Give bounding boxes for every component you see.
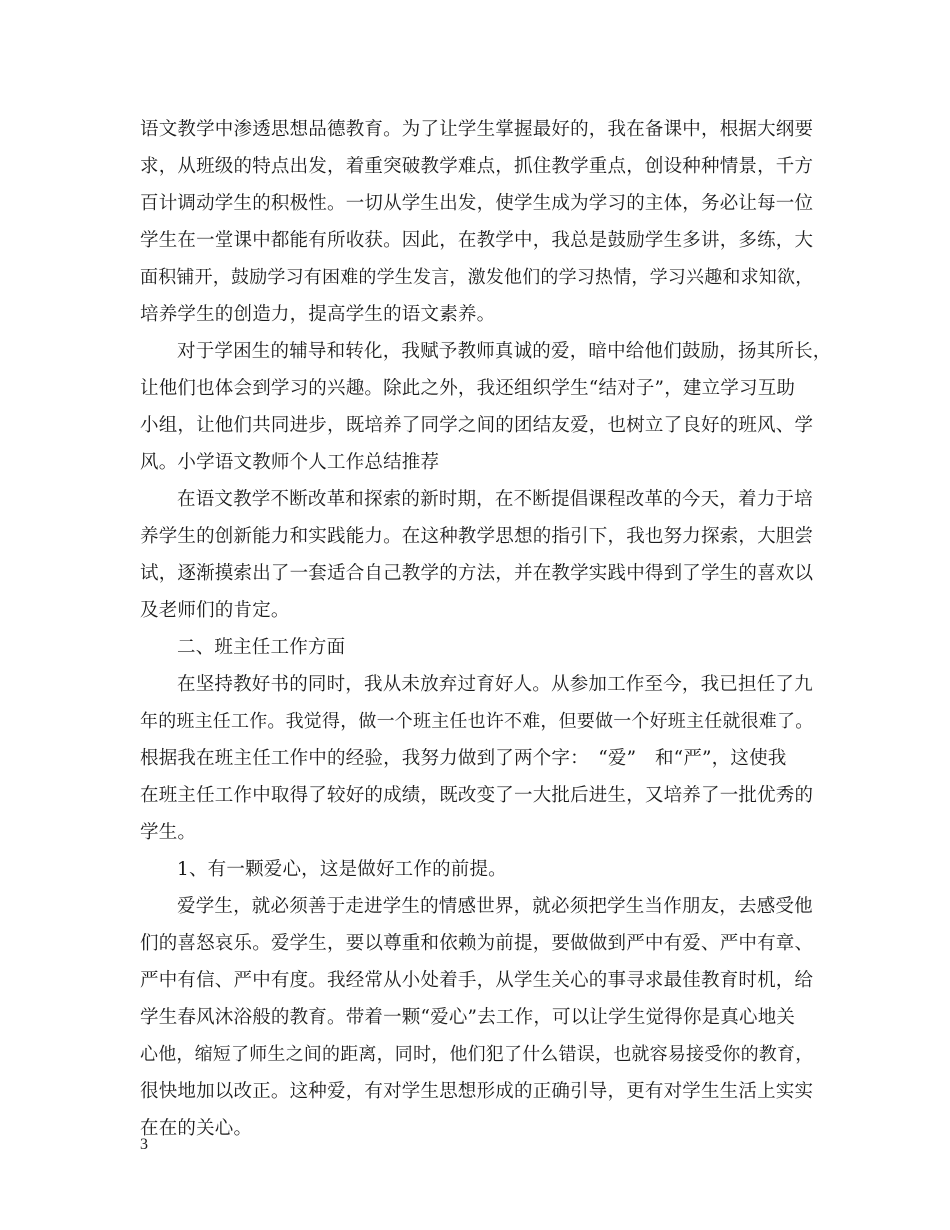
text-line: 及老师们的肯定。 bbox=[140, 600, 290, 621]
text-line: 让他们也体会到学习的兴趣。除此之外，我还组织学生“结对子”，建立学习互助 bbox=[140, 378, 796, 399]
text-line: 学生春风沐浴般的教育。带着一颗“爱心”去工作，可以让学生觉得你是真心地关 bbox=[140, 1007, 796, 1028]
text-line: 心他，缩短了师生之间的距离，同时，他们犯了什么错误，也就容易接受你的教育， bbox=[140, 1044, 814, 1065]
page-number: 3 bbox=[140, 1136, 148, 1153]
text-line: 在语文教学不断改革和探索的新时期，在不断提倡课程改革的今天，着力于培 bbox=[177, 489, 813, 510]
text-line: 学生在一堂课中都能有所收获。因此，在教学中，我总是鼓励学生多讲，多练，大 bbox=[140, 230, 814, 251]
text-line: 语文教学中渗透思想品德教育。为了让学生掌握最好的，我在备课中，根据大纲要 bbox=[140, 119, 814, 140]
text-line: 小组，让他们共同进步，既培养了同学之间的团结友爱，也树立了良好的班风、学 bbox=[140, 415, 814, 436]
text-line: 年的班主任工作。我觉得，做一个班主任也许不难，但要做一个好班主任就很难了。 bbox=[140, 711, 814, 732]
text-line: 面积铺开，鼓励学习有困难的学生发言，激发他们的学习热情，学习兴趣和求知欲， bbox=[140, 267, 814, 288]
text-line: 培养学生的创造力，提高学生的语文素养。 bbox=[140, 304, 496, 325]
text-line: 养学生的创新能力和实践能力。在这种教学思想的指引下，我也努力探索，大胆尝 bbox=[140, 526, 814, 547]
text-line: 在在的关心。 bbox=[140, 1118, 253, 1139]
text-line: 很快地加以改正。这种爱，有对学生思想形成的正确引导，更有对学生生活上实实 bbox=[140, 1081, 814, 1102]
text-line: 试，逐渐摸索出了一套适合自己教学的方法，并在教学实践中得到了学生的喜欢以 bbox=[140, 563, 814, 584]
subsection-heading: 1、有一颗爱心，这是做好工作的前提。 bbox=[177, 859, 507, 880]
section-heading: 二、班主任工作方面 bbox=[177, 637, 346, 658]
text-line: 们的喜怒哀乐。爱学生，要以尊重和依赖为前提，要做做到严中有爱、严中有章、 bbox=[140, 933, 814, 954]
text-line: 在坚持教好书的同时，我从未放弃过育好人。从参加工作至今，我已担任了九 bbox=[177, 674, 813, 695]
text-line: 求，从班级的特点出发，着重突破教学难点，抓住教学重点，创设种种情景，千方 bbox=[140, 156, 814, 177]
text-line: 风。小学语文教师个人工作总结推荐 bbox=[140, 452, 440, 473]
text-line: 百计调动学生的积极性。一切从学生出发，使学生成为学习的主体，务必让每一位 bbox=[140, 193, 814, 214]
text-line: 爱学生，就必须善于走进学生的情感世界，就必须把学生当作朋友，去感受他 bbox=[177, 896, 813, 917]
text-line: 严中有信、严中有度。我经常从小处着手，从学生关心的事寻求最佳教育时机，给 bbox=[140, 970, 814, 991]
text-line: 对于学困生的辅导和转化，我赋予教师真诚的爱，暗中给他们鼓励，扬其所长， bbox=[177, 341, 832, 362]
text-line: 在班主任工作中取得了较好的成绩，既改变了一大批后进生，又培养了一批优秀的 bbox=[140, 785, 814, 806]
text-line: 根据我在班主任工作中的经验，我努力做到了两个字： “爱” 和“严”，这使我 bbox=[140, 748, 787, 769]
text-line: 学生。 bbox=[140, 822, 197, 843]
